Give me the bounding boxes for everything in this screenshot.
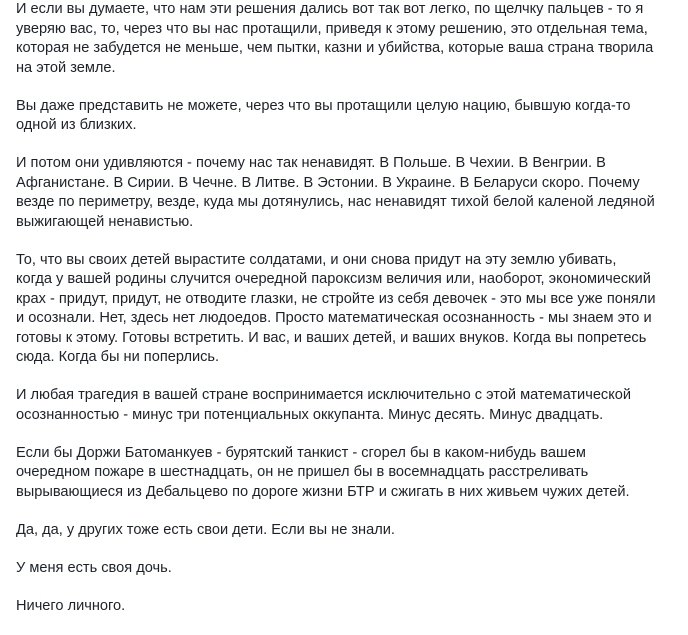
paragraph-5-line-1: И любая трагедия в вашей стране воспринимается исключительно с этой математической [16,387,632,403]
paragraph-6 [16,444,688,503]
paragraph-8 [16,559,688,579]
paragraph-7-line-1: Да, да, у других тоже есть свои дети. Если вы не знали. [16,521,395,538]
paragraph-5-line-2: осознанностью - минус три потенциальных оккупанта. Минус десять. Минус двадцать. [16,406,604,423]
paragraph-6-line-1: Если бы Доржи Батоманкуев - бурятский танкист - сгорел бы в каком-нибудь вашем [16,444,586,461]
paragraph-5 [16,386,688,425]
paragraph-4-line-2: когда у вашей родины случится очередной пароксизм величия или, наоборот, экономический [16,271,651,287]
paragraph-3 [16,154,688,232]
paragraph-4-line-3: крах - придут, придут, не отводите глазки, не стройте из себя девочек - это мы все уже поняли [16,290,656,307]
paragraph-2 [16,97,688,136]
post-text [16,0,688,635]
paragraph-7 [16,521,688,541]
paragraph-1-line-1: И если вы думаете, что нам эти решения дались вот так вот легко, по щелчку пальцев - то я [16,1,644,17]
paragraph-4-line-6: сюда. Когда бы ни поперлись. [16,349,220,365]
paragraph-4-line-1: То, что вы своих детей вырастите солдатами, и они снова придут на эту землю убивать, [16,251,617,268]
paragraph-2-line-2: одной из близких. [16,117,137,133]
paragraph-1-line-2: уверяю вас, то, через что вы нас протащили, приведя к этому решению, это отдельная тема, [16,20,648,37]
paragraph-6-line-2: очередном пожаре в шестнадцать, он не пришел бы в восемнадцать расстреливать [16,464,589,480]
paragraph-1-line-3: которая не забудется не меньше, чем пытки, казни и убийства, которые ваша страна творила [16,40,654,56]
paragraph-9 [16,597,688,617]
paragraph-1 [16,0,688,78]
paragraph-2-line-1: Вы даже представить не можете, через что вы протащили целую нацию, бывшую когда-то [16,97,631,114]
paragraph-3-line-4: выжигающей ненавистью. [16,213,194,230]
paragraph-9-line-1: Ничего личного. [16,597,126,614]
paragraph-8-line-1: У меня есть своя дочь. [16,559,172,576]
paragraph-3-line-2: Афганистане. В Сирии. В Чечне. В Литве. В Эстонии. В Украине. В Беларуси скоро. Почему [16,174,640,191]
paragraph-4 [16,251,688,368]
paragraph-6-line-3: вырывающиеся из Дебальцево по дороге жизни БТР и сжигать в них живьем чужих детей. [16,483,630,500]
paragraph-3-line-1: И потом они удивляются - почему нас так ненавидят. В Польше. В Чехии. В Венгрии. В [16,155,606,171]
paragraph-4-line-4: и осознали. Нет, здесь нет людоедов. Просто математическая осознанность - мы знаем это и [16,310,652,326]
paragraph-1-line-4: на этой земле. [16,59,116,76]
paragraph-4-line-5: готовы к этому. Готовы встретить. И вас, и ваших детей, и ваших внуков. Когда вы попретесь [16,329,647,346]
paragraph-3-line-3: везде по периметру, везде, куда мы дотянулись, нас ненавидят тихой белой каленой ледяной [16,194,655,210]
